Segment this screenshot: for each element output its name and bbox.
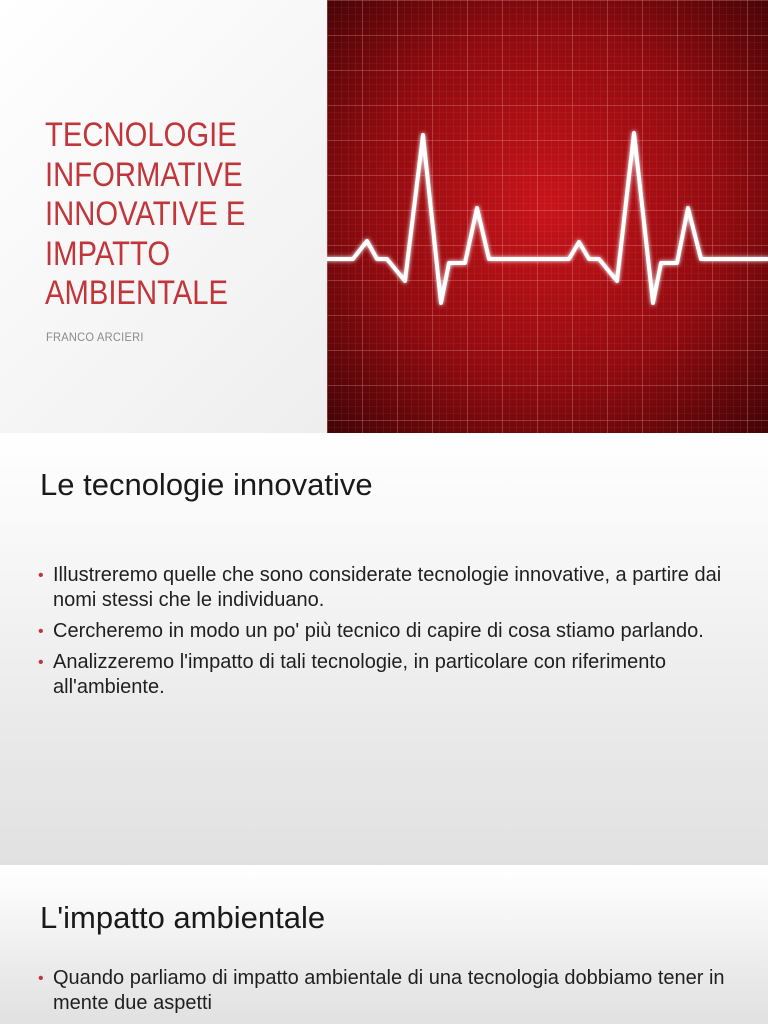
presentation-title	[45, 116, 282, 314]
bullet-text: Illustreremo quelle che sono considerate tecnologie innovative, a partire dai nomi stessi che le individuano.	[53, 564, 722, 611]
title-line: INFORMATIVE	[45, 155, 243, 194]
content-slide	[0, 868, 768, 1024]
bullet-item	[38, 966, 738, 1016]
bullet-icon: •	[38, 970, 44, 987]
bullet-icon: •	[38, 654, 44, 671]
bullet-item	[38, 650, 738, 700]
bullet-icon: •	[38, 623, 44, 640]
bullet-item	[38, 563, 738, 613]
bullet-list	[38, 563, 738, 706]
title-line: AMBIENTALE	[45, 274, 229, 312]
bullet-list	[38, 966, 738, 1022]
title-panel	[0, 0, 327, 433]
slide-heading: Le tecnologie innovative	[40, 467, 373, 502]
content-slide	[0, 433, 768, 865]
bullet-item	[38, 619, 738, 644]
bullet-text: Quando parliamo di impatto ambientale di una tecnologia dobbiamo tener in mente due aspetti	[53, 967, 725, 1014]
bullet-text: Cercheremo in modo un po' più tecnico di capire di cosa stiamo parlando.	[53, 620, 704, 642]
slide-heading: L'impatto ambientale	[40, 900, 326, 935]
title-slide	[0, 0, 768, 433]
title-line: IMPATTO	[45, 234, 171, 273]
author-name: FRANCO ARCIERI	[46, 330, 144, 344]
bullet-text: Analizzeremo l'impatto di tali tecnologie, in particolare con riferimento all'ambiente.	[53, 651, 666, 698]
heartbeat-ecg-image	[327, 0, 768, 433]
title-line: TECNOLOGIE	[45, 116, 237, 154]
bullet-icon: •	[38, 567, 44, 584]
title-line: INNOVATIVE E	[45, 195, 246, 233]
